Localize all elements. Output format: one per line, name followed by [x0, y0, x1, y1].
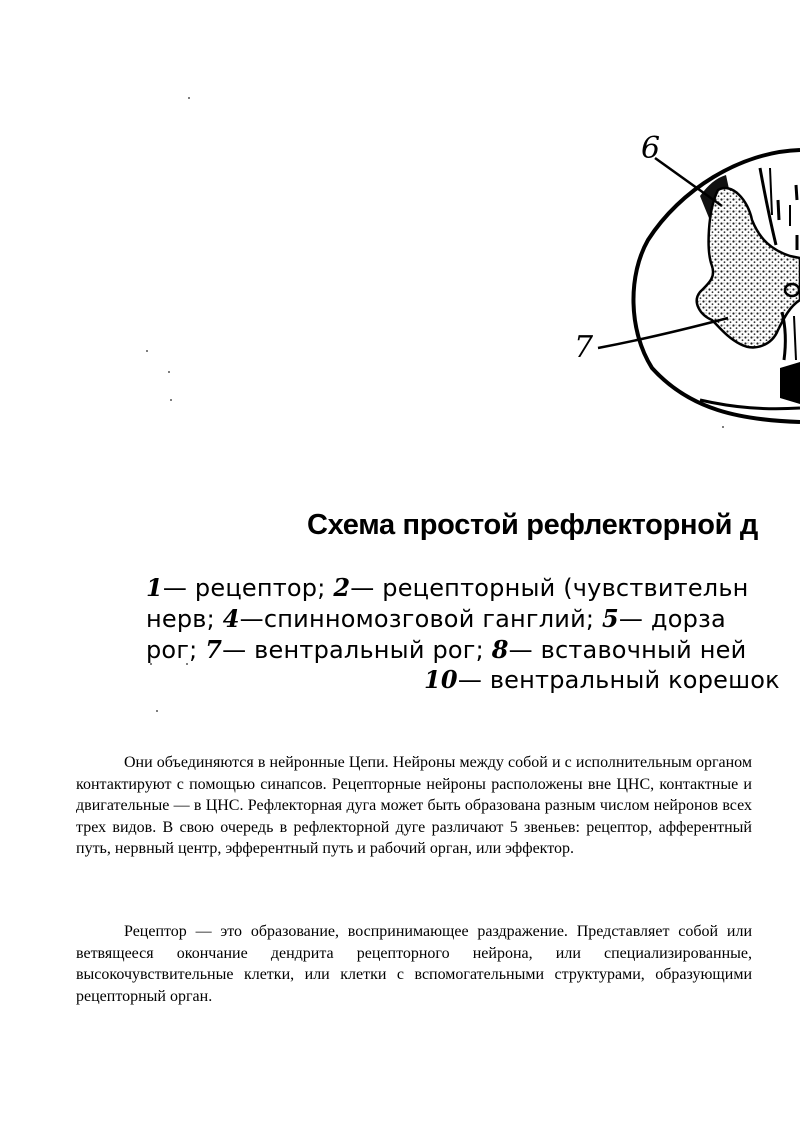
scan-speck	[146, 350, 148, 352]
scan-speck	[722, 426, 724, 428]
caption-text: — рецепторный (чувствительн	[350, 574, 749, 602]
leader-line-7	[598, 318, 728, 348]
scan-speck	[188, 97, 190, 99]
caption-number: 10	[424, 665, 458, 694]
caption-number: 4	[222, 604, 240, 633]
midline-dashes	[796, 185, 797, 250]
body-paragraph-2: Рецептор — это образование, воспринимающее раздражение. Представляет собой или ветвящееся окончание дендрита рецепторного нейрона, или специализированные, высокочувствительные клетки, или клетки с вспомогательными структурами, образующими рецепторный орган.	[76, 923, 752, 1005]
figure-label-7: 7	[574, 330, 594, 365]
caption-number: 1	[146, 573, 163, 602]
scan-speck	[168, 371, 170, 373]
spinal-cord-diagram	[0, 120, 800, 450]
caption-line-3	[146, 635, 746, 665]
caption-number: 7	[205, 635, 223, 664]
caption-text: — рецептор;	[162, 574, 334, 602]
caption-text: —спинномозговой ганглий;	[239, 605, 602, 633]
body-paragraph-1: Они объединяются в нейронные Цепи. Нейроны между собой и с исполнительным органом контактируют с помощью синапсов. Рецепторные нейроны расположены вне ЦНС, контактные и двигательные — в ЦНС. Рефлекторная дуга может быть образована разным числом нейронов всех трех видов. В свою очередь в рефлекторной дуге различают 5 звеньев: рецептор, афферентный путь, нервный центр, эфферентный путь и рабочий орган, или эффектор.	[76, 754, 752, 857]
caption-text: нерв;	[146, 605, 223, 633]
ventral-fissure-line	[794, 316, 796, 360]
figure-caption-title: Схема простой рефлекторной д	[307, 509, 759, 541]
caption-line-1	[146, 573, 749, 603]
caption-text: — вставочный ней	[508, 636, 747, 664]
caption-number: 8	[491, 635, 509, 664]
ventral-fissure	[782, 312, 785, 360]
leader-line-6	[655, 158, 722, 206]
caption-text: рог;	[146, 636, 206, 664]
caption-number: 2	[333, 573, 351, 602]
figure-label-6: 6	[641, 131, 661, 166]
midline-mark-1	[778, 200, 779, 220]
caption-number: 5	[602, 604, 619, 633]
scan-speck	[156, 710, 158, 712]
caption-line-4	[424, 665, 780, 695]
dorsal-septum	[760, 168, 776, 245]
ventral-root-band	[780, 362, 800, 404]
scan-speck	[170, 399, 172, 401]
caption-line-2	[146, 604, 726, 634]
caption-text: — вентральный корешок	[457, 666, 780, 694]
dorsal-fissure-line	[770, 168, 772, 215]
caption-text: — дорза	[618, 605, 726, 633]
caption-text: — вентральный рог;	[222, 636, 492, 664]
